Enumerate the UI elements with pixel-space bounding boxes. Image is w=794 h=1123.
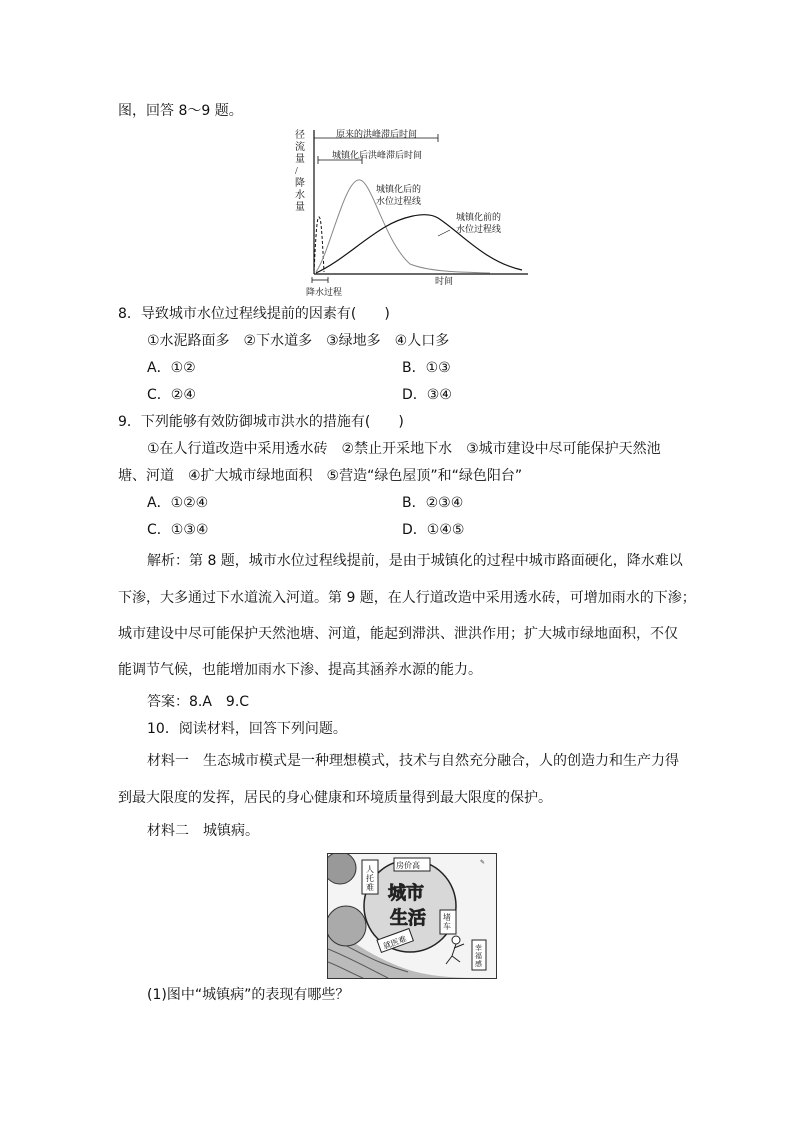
analysis-line1: 解析：第 8 题，城市水位过程线提前，是由于城镇化的过程中城市路面硬化，降水难以 [147, 553, 683, 569]
curve-after-label: 城镇化后的水位过程线 [376, 184, 422, 206]
q8-option-c: C．②④ [147, 387, 196, 403]
material1-line2: 到最大限度的发挥，居民的身心健康和环境质量得到最大限度的保护。 [118, 790, 552, 806]
sub-question-1: (1)图中“城镇病”的表现有哪些？ [147, 987, 350, 1003]
urban-disease-cartoon [327, 853, 497, 979]
q9-option-c: C．①③④ [147, 522, 209, 538]
x-axis-label: 时间 [435, 276, 454, 286]
q9-option-b: B．②③④ [402, 495, 464, 511]
q9-option-d: D．①④⑤ [402, 522, 465, 538]
q8-option-b: B．①③ [402, 360, 451, 376]
tag-childcare: 人托难 [366, 865, 374, 892]
q8-items: ①水泥路面多 ②下水道多 ③绿地多 ④人口多 [147, 333, 450, 349]
q9-stem: 9．下列能够有效防御城市洪水的措施有( ) [118, 414, 404, 430]
q8-option-a: A．①② [147, 360, 196, 376]
tag-housing: 房价高 [396, 861, 420, 870]
q9-items-line1: ①在人行道改造中采用透水砖 ②禁止开采地下水 ③城市建设中尽可能保护天然池 [147, 441, 661, 457]
y-axis-label: 径流量/降水量 [295, 130, 305, 213]
analysis-line2: 下渗，大多通过下水道流入河道。第 9 题，在人行道改造中采用透水砖，可增加雨水的下渗； [118, 590, 696, 606]
intro-text: 图，回答 8～9 题。 [118, 103, 243, 119]
analysis-line4: 能调节气候，也能增加雨水下渗、提高其涵养水源的能力。 [118, 662, 482, 678]
rainfall-curve [314, 217, 324, 272]
tag-traffic: 堵车 [443, 913, 451, 931]
material1-line1: 材料一 生态城市模式是一种理想模式，技术与自然充分融合，人的创造力和生产力得 [147, 753, 679, 769]
material2-label: 材料二 城镇病。 [147, 823, 259, 839]
ball-text-1: 城市 [388, 883, 424, 904]
q9-option-a: A．①②④ [147, 495, 209, 511]
ball-text-2: 生活 [390, 908, 426, 929]
tag-medical: 就医难 [382, 934, 408, 952]
svg-text:✎: ✎ [480, 859, 486, 866]
q10-stem: 10．阅读材料，回答下列问题。 [147, 721, 347, 737]
q8-stem: 8．导致城市水位过程线提前的因素有( ) [118, 306, 390, 322]
q9-items-line2: 塘、河道 ④扩大城市绿地面积 ⑤营造“绿色屋顶”和“绿色阳台” [118, 468, 523, 484]
lag-original-label: 原来的洪峰滞后时间 [336, 129, 418, 139]
q8-option-d: D．③④ [402, 387, 452, 403]
answer-text: 答案：8.A 9.C [147, 694, 250, 710]
tag-happiness: 幸福感 [475, 944, 482, 968]
curve-before-label: 城镇化前的水位过程线 [456, 212, 502, 234]
lag-urban-label: 城镇化后洪峰滞后时间 [332, 150, 423, 160]
hydrograph-chart [290, 122, 540, 300]
rain-process-label: 降水过程 [306, 287, 343, 297]
analysis-line3: 城市建设中尽可能保护天然池塘、河道，能起到滞洪、泄洪作用；扩大城市绿地面积，不仅 [118, 626, 678, 642]
